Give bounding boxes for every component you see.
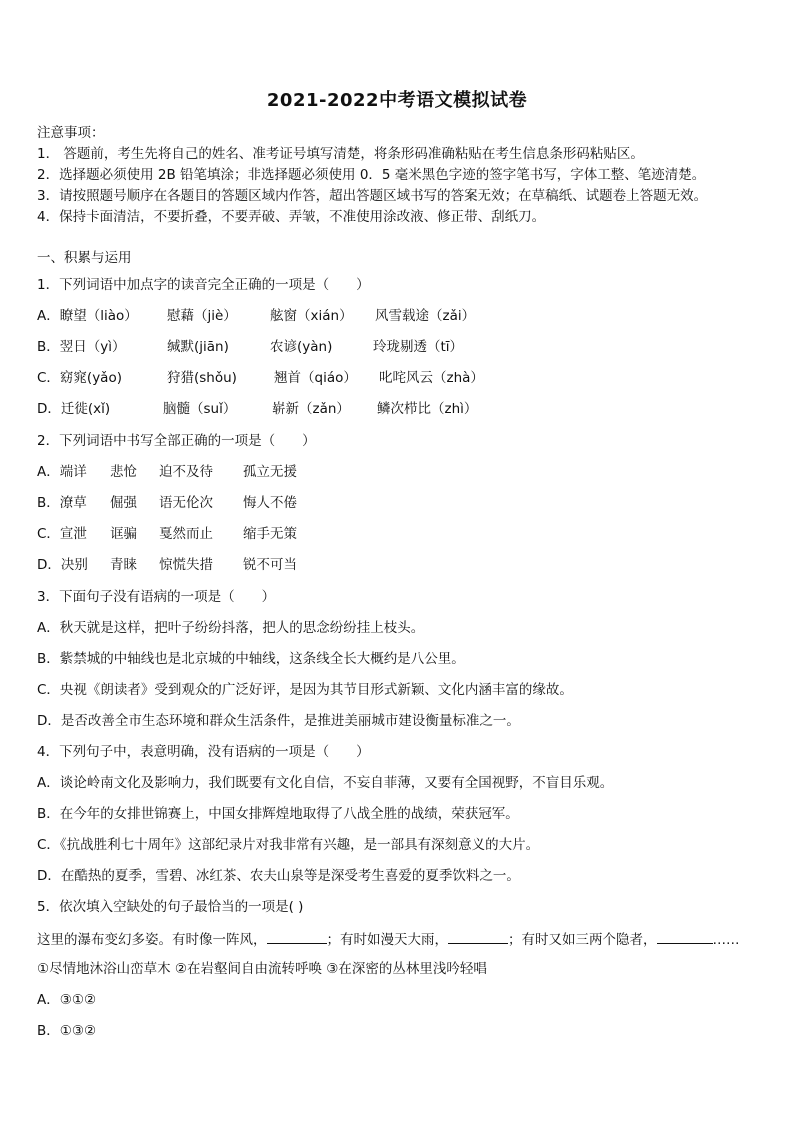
question-5-stem: 5．依次填入空缺处的句子最恰当的一项是( ) xyxy=(37,899,304,915)
option-cell: 翘首（qiáo） xyxy=(274,370,357,386)
option-cell: 戛然而止 xyxy=(159,526,213,542)
fill-blank xyxy=(657,929,713,944)
question-3-stem: 3．下面句子没有语病的一项是（ ） xyxy=(37,589,276,605)
option-cell: B．潦草 xyxy=(37,495,87,511)
passage-part: 这里的瀑布变幻多姿。有时像一阵风， xyxy=(37,932,267,948)
option-cell: 青睐 xyxy=(110,557,137,573)
note-item: 2．选择题必须使用 2B 铅笔填涂；非选择题必须使用 0．5 毫米黑色字迹的签字笔书写，字体工整、笔迹清楚。 xyxy=(37,167,706,183)
option-cell: 叱咤风云（zhà） xyxy=(379,370,484,386)
question-4-option-a: A．谈论岭南文化及影响力，我们既要有文化自信，不妄自菲薄，又要有全国视野，不盲目乐观。 xyxy=(37,775,614,791)
option-cell: 缄默(jiān) xyxy=(167,339,229,355)
option-cell: 玲珑剔透（tī） xyxy=(373,339,464,355)
note-item: 3．请按照题号顺序在各题目的答题区域内作答，超出答题区域书写的答案无效；在草稿纸、试题卷上答题无效。 xyxy=(37,188,708,204)
note-item: 1． 答题前，考生先将自己的姓名、准考证号填写清楚，将条形码准确粘贴在考生信息条形码粘贴区。 xyxy=(37,146,644,162)
question-4-option-b: B．在今年的女排世锦赛上，中国女排辉煌地取得了八战全胜的战绩，荣获冠军。 xyxy=(37,806,519,822)
question-4-option-c: C．《抗战胜利七十周年》这部纪录片对我非常有兴趣，是一部具有深刻意义的大片。 xyxy=(37,837,540,853)
option-cell: 孤立无援 xyxy=(243,464,297,480)
option-cell: A．端详 xyxy=(37,464,87,480)
option-cell: D．迁徙(xǐ) xyxy=(37,401,111,417)
passage-part: …… xyxy=(712,932,740,948)
option-cell: 诓骗 xyxy=(110,526,137,542)
question-5-choices: ①尽情地沐浴山峦草木 ②在岩壑间自由流转呼唤 ③在深密的丛林里浅吟轻唱 xyxy=(37,961,487,977)
question-1-stem: 1．下列词语中加点字的读音完全正确的一项是（ ） xyxy=(37,277,370,293)
option-cell: 锐不可当 xyxy=(243,557,297,573)
option-cell: 缩手无策 xyxy=(243,526,297,542)
option-cell: C．窈窕(yǎo) xyxy=(37,370,122,386)
option-cell: 悔人不倦 xyxy=(243,495,297,511)
question-4-option-d: D．在酷热的夏季，雪碧、冰红茶、农夫山泉等是深受考生喜爱的夏季饮料之一。 xyxy=(37,868,520,884)
section-heading: 一、积累与运用 xyxy=(37,250,132,266)
question-5-option-b: B．①③② xyxy=(37,1023,97,1039)
option-cell: A．瞭望（liào） xyxy=(37,308,138,324)
option-cell: D．决别 xyxy=(37,557,88,573)
option-cell: 狩猎(shǒu) xyxy=(167,370,237,386)
option-cell: 惊慌失措 xyxy=(159,557,213,573)
option-cell: 农谚(yàn) xyxy=(270,339,333,355)
question-3-option-c: C．央视《朗读者》受到观众的广泛好评，是因为其节目形式新颖、文化内涵丰富的缘故。 xyxy=(37,682,573,698)
option-cell: 悲怆 xyxy=(110,464,137,480)
option-cell: 语无伦次 xyxy=(159,495,213,511)
question-2-stem: 2．下列词语中书写全部正确的一项是（ ） xyxy=(37,433,316,449)
question-5-option-a: A．③①② xyxy=(37,992,97,1008)
passage-part: ；有时又如三两个隐者， xyxy=(508,932,657,948)
option-cell: B．翌日（yì） xyxy=(37,339,126,355)
option-cell: 舷窗（xián） xyxy=(270,308,353,324)
option-cell: 慰藉（jiè） xyxy=(167,308,237,324)
option-cell: 崭新（zǎn） xyxy=(272,401,350,417)
option-cell: 鳞次栉比（zhì） xyxy=(377,401,478,417)
option-cell: 脑髓（suǐ） xyxy=(163,401,237,417)
question-3-option-a: A．秋天就是这样，把叶子纷纷抖落，把人的思念纷纷挂上枝头。 xyxy=(37,620,425,636)
fill-blank xyxy=(448,929,508,944)
question-5-passage xyxy=(37,929,740,949)
notes-heading: 注意事项： xyxy=(37,125,105,141)
option-cell: 风雪载途（zǎi） xyxy=(375,308,476,324)
option-cell: 倔强 xyxy=(110,495,137,511)
note-item: 4．保持卡面清洁，不要折叠，不要弄破、弄皱，不准使用涂改液、修正带、刮纸刀。 xyxy=(37,209,546,225)
question-4-stem: 4．下列句子中，表意明确，没有语病的一项是（ ） xyxy=(37,744,370,760)
question-3-option-b: B．紫禁城的中轴线也是北京城的中轴线，这条线全长大概约是八公里。 xyxy=(37,651,465,667)
exam-title: 2021-2022中考语文模拟试卷 xyxy=(266,90,528,111)
option-cell: 迫不及待 xyxy=(159,464,213,480)
option-cell: C．宣泄 xyxy=(37,526,87,542)
passage-part: ；有时如漫天大雨， xyxy=(326,932,448,948)
fill-blank xyxy=(267,929,327,944)
question-3-option-d: D．是否改善全市生态环境和群众生活条件，是推进美丽城市建设衡量标准之一。 xyxy=(37,713,520,729)
